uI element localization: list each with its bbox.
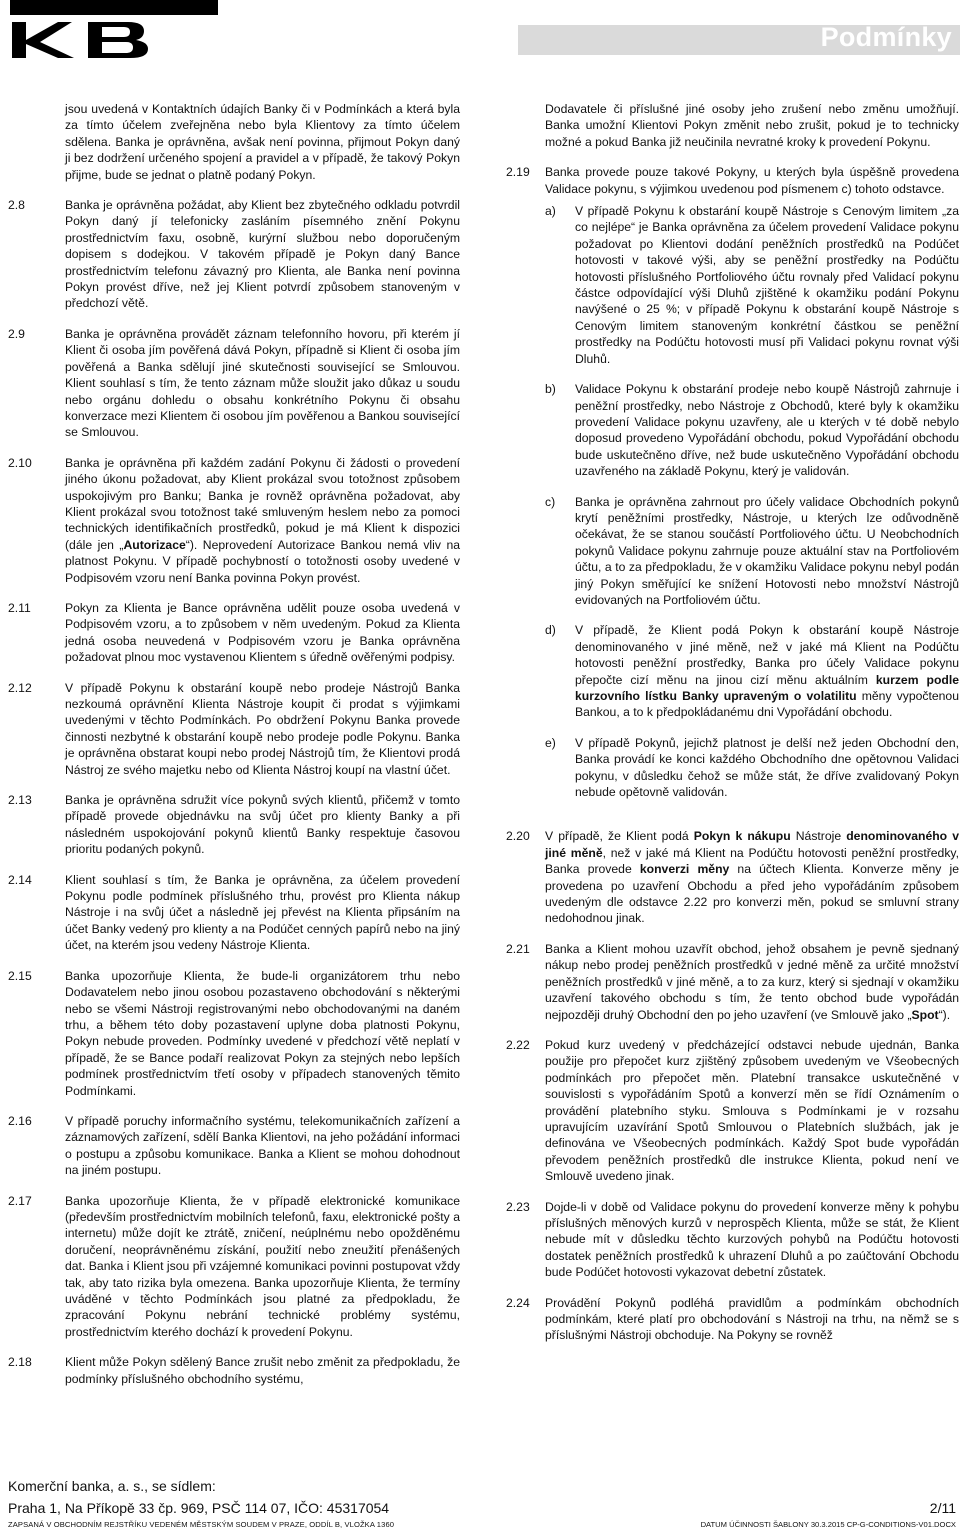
section-number: 2.12 xyxy=(8,680,32,695)
page-header xyxy=(0,0,960,86)
text-segment: Banka je oprávněna při každém zadání Pokynu či žádosti o provedení jiného úkonu požadovat, aby Klient prokázal svou totožnost způsobem uspokojivým pro Banku; Banka je rovněž oprávněna požadovat, aby Klient prokázal svou totožnost také smluveným heslem nebo za pomoci technických identifikačních prostředků, pokud je má Klient k dispozici (dále jen „ xyxy=(65,455,460,552)
section-text: Klient může Pokyn sdělený Bance zrušit nebo změnit za předpokladu, že podmínky příslušného obchodního systému, xyxy=(65,1355,460,1386)
sub-item-list xyxy=(545,203,959,800)
bold-term: denominovaného v jiné měně xyxy=(545,829,959,860)
bold-term: kurzem podle kurzovního lístku Banky upraveným o volatilitu xyxy=(575,672,959,703)
section-text: Banka upozorňuje Klienta, že v případě elektronické komunikace (především prostřednictvím mobilních telefonů, faxu, elektronické pošty a internetu) může dojít ke ztrátě, zničení, neúplnému nebo opožděnému doručení, neoprávněnému získání, použití nebo zneužití přenášených dat. Banka i Klient jsou při vzájemné komunikaci povinni postupovat vždy tak, aby tato rizika byla omezena. Banka upozorňuje Klienta, že termíny uváděné v těchto Podmínkách jsou platné za předpokladu, že zpracování Pokynu nebrání technické problémy systému, prostřednictvím kterého dochází k provedení Pokynu. xyxy=(65,1193,460,1339)
section-2-9 xyxy=(8,326,460,441)
section-number: 2.9 xyxy=(8,326,25,341)
text-segment: “). xyxy=(938,1007,951,1022)
section-2-23 xyxy=(506,1199,959,1281)
section-number: 2.21 xyxy=(506,941,530,956)
section-2-14 xyxy=(8,872,460,954)
section-number: 2.16 xyxy=(8,1113,32,1128)
section-text: V případě Pokynu k obstarání koupě nebo prodeje Nástrojů Banka nezkoumá oprávnění Klienta Nástroje koupit či prodat s výjimkami uvedenými v těchto Podmínkách. Po obdržení Pokynu Banka provede činnosti nezbytné k obstarání koupě nebo prodeje podle Pokynu. Banka je oprávněna obstarat koupi nebo prodej Nástrojů tím, že Klientovi prodá Nástroj ze svého majetku nebo od Klienta Nástroj koupí na vlastní účet. xyxy=(65,680,460,777)
bold-term: Pokyn k nákupu xyxy=(693,829,791,844)
section-number: 2.22 xyxy=(506,1037,530,1052)
section-text: Banka je oprávněna sdružit více pokynů svých klientů, přičemž v tomto případě provede objednávku na svůj účet pro klienty Banky a při následném uspokojování pokynů klientů Banky respektuje časovou prioritu podaných pokynů. xyxy=(65,793,460,857)
right-sections xyxy=(506,828,959,1343)
right-column xyxy=(506,101,959,1358)
section-2-18 xyxy=(8,1354,460,1387)
header-title: Podmínky xyxy=(820,22,952,52)
footer-address: Praha 1, Na Příkopě 33 čp. 969, PSČ 114 07, IČO: 45317054 xyxy=(8,1500,390,1516)
sub-item-text: Validace Pokynu k obstarání prodeje nebo koupě Nástrojů zahrnuje i peněžní prostředky, nebo Nástroje z Obchodů, které byly k okamžiku provedení Validace pokynu uzavřeny, ale u kterých v té době nebylo doposud provedeno Vypořádání obchodu, pokud Vypořádání obchodu bude uskutečněno dříve, než bude uskutečněno Vypořádání obchodu uzavřeného na základě Pokynu, který je validován. xyxy=(575,382,959,479)
kb-logo-mark xyxy=(10,0,230,76)
sub-item-letter: e) xyxy=(545,735,556,750)
section-2-19 xyxy=(506,164,959,814)
section-2-21 xyxy=(506,941,959,1023)
section-text xyxy=(545,828,959,926)
template-date: DATUM ÚČINNOSTI ŠABLONY 30.3.2015 CP-G-CONDITIONS-V01.DOCX xyxy=(700,1520,956,1529)
sub-item-letter: d) xyxy=(545,623,556,638)
section-text xyxy=(545,1295,959,1344)
section-number: 2.17 xyxy=(8,1193,32,1208)
section-text: Banka je oprávněna provádět záznam telefonního hovoru, při kterém jí Klient či osoba jím pověřená dává Pokyn, případně si Klient či osoba jím pověřená a Banka sdělují jiné skutečnosti související se Smlouvou. Klient souhlasí s tím, že tento záznam může sloužit jako důkaz u soudu nebo orgánu dohledu o obsahu konkrétního Pokynu či obsahu konverzace mezi Klientem či osobou jím pověřenou a Bankou související se Smlouvou. xyxy=(65,326,460,440)
text-segment: Pokud kurz uvedený v předcházející odstavci nebude ujednán, Banka použije pro přepočet kurz zjištěný způsobem uvedeným ve Všeobecných podmínkách pro přepočet měn. Platební transakce uskutečněné v souvislosti s vypořádáním Spotů a konverzí měn se řídí Oznámením o provádění platebního styku. Smlouva s Podmínkami je v rozsahu upravujícím uzavírání Spotů Smlouvou o Platebních službách, jak je definována ve Všeobecných podmínkách. Každý Spot bude vypořádán převodem peněžních prostředků dle instrukce Klienta, pokud není ve Smlouvě uvedeno jinak. xyxy=(545,1037,959,1184)
section-text: Pokyn za Klienta je Bance oprávněna udělit pouze osoba uvedená v Podpisovém vzoru, a to způsobem v něm uvedeným. Pokud za Klienta jedná osoba neuvedená v Podpisovém vzoru je Banka oprávněna požadovat plnou moc vystavenou Klientem s úředně ověřenými podpisy. xyxy=(65,600,460,665)
section-2-8 xyxy=(8,197,460,312)
section-number: 2.23 xyxy=(506,1199,530,1214)
text-segment: , než v jaké má Klient na Podúčtu hotovosti peněžní prostředky, Banka provede xyxy=(545,845,960,877)
bold-term: konverzi měny xyxy=(639,862,730,877)
section-body xyxy=(545,164,959,814)
section-text: Banka je oprávněna požádat, aby Klient bez zbytečného odkladu potvrdil Pokyn daný jí telefonicky zasláním písemného znění Pokynu prostřednictvím faxu, osobně, kurýrní službou nebo doporučeným dopisem s dodejkou. V takovém případě je Pokyn daný Bance prostřednictvím telefonu závazný pro Klienta, ale Banka není povinna Pokyn provést dříve, než jej Klient potvrdí způsobem stanoveným v předchozí větě. xyxy=(65,198,460,311)
section-number: 2.15 xyxy=(8,968,32,983)
section-2-13 xyxy=(8,792,460,858)
section-number: 2.18 xyxy=(8,1355,32,1370)
text-segment: Nástroje xyxy=(790,829,847,844)
bold-term: Autorizace xyxy=(123,537,186,552)
section-text: Klient souhlasí s tím, že Banka je oprávněna, za účelem provedení Pokynu podle podmínek příslušného trhu, provést pro Klienta nákup Nástroje i na svůj účet a následně jej převést na Klienta připsáním na účet Banky vedený pro klienty a na Podúčet cenných papírů nebo na jiný účet, na kterém jsou vedeny Nástroje Klienta. xyxy=(65,872,460,953)
page-number: 2/11 xyxy=(929,1500,956,1516)
right-intro: Dodavatele či příslušné jiné osoby jeho zrušení nebo změnu umožňují. Banka umožní Klientovi Pokyn změnit nebo zrušit, pokud je to technicky možné a pokud Banka již neučinila nevratné kroky k provedení Pokynu. xyxy=(545,102,959,149)
sub-item-letter: a) xyxy=(545,204,556,219)
section-2-12 xyxy=(8,680,460,778)
section-text xyxy=(65,455,460,586)
section-text: Banka upozorňuje Klienta, že bude-li organizátorem trhu nebo Dodavatelem nebo jinou osobou pozastaveno obchodování s některými nebo se všemi Nástroji registrovanými nebo obchodovanými na daném trhu, a během této doby pozastavení uplyne doba platnosti Pokynu, Pokyn nebude proveden. Podmínky uvedené v předchozí větě neplatí v případě, že se Bance podaří realizovat Pokyn za stejných nebo lepších podmínek prostřednictvím třetí osoby v případech stanovených těmito Podmínkami. xyxy=(65,968,460,1098)
left-column xyxy=(8,101,460,1401)
section-2-11 xyxy=(8,600,460,666)
sub-item-text: V případě Pokynů, jejichž platnost je delší než jeden Obchodní den, Banka provádí ke konci každého Obchodního dne opětovnou Validaci pokynu, v důsledku čehož se může stát, že dříve zvalidovaný Pokyn nebude opětovně validován. xyxy=(575,735,959,800)
sub-item-b xyxy=(545,381,959,479)
section-2-10 xyxy=(8,455,460,586)
section-number: 2.24 xyxy=(506,1295,530,1310)
section-2-15 xyxy=(8,968,460,1099)
section-number: 2.14 xyxy=(8,872,32,887)
section-2-17 xyxy=(8,1193,460,1341)
section-2-16 xyxy=(8,1113,460,1179)
text-segment: V případě, že Klient podá Pokyn k obstarání koupě Nástroje denominovaného v jiné měně, než v jaké má Klient na Podúčtu hotovosti peněžní prostředky, Banka pro účely Validace pokynu přepočte cizí měnu na jinou cizí měnu aktuálním xyxy=(575,623,959,687)
section-number: 2.10 xyxy=(8,455,32,470)
sub-item-text xyxy=(575,622,959,720)
section-number: 2.19 xyxy=(506,165,530,180)
footer-registry: ZAPSANÁ V OBCHODNÍM REJSTŘÍKU VEDENÉM MĚSTSKÝM SOUDEM V PRAZE, ODDÍL B, VLOŽKA 1360 xyxy=(8,1520,395,1529)
section-number: 2.13 xyxy=(8,793,32,808)
text-segment: Provádění Pokynů podléhá pravidlům a podmínkám obchodních podmínkám, které platí pro obchodování s Nástroji na trhu, na němž se s příslušnými Nástroji obchoduje. Na Pokyny se rovněž xyxy=(545,1295,959,1343)
text-segment: Dojde-li v době od Validace pokynu do provedení konverze měny k pohybu příslušných měnových kurzů v neprospěch Klienta, může se stát, že Klient nebude mít v důsledku těchto kurzových pohybů na Podúčtu hotovosti dostatek peněžních prostředků k uhrazení Dluhů a po zaúčtování Obchodu bude Podúčet hotovosti vykazovat debetní zůstatek. xyxy=(545,1199,959,1280)
sub-item-letter: b) xyxy=(545,382,556,397)
sub-item-d xyxy=(545,622,959,720)
section-2-22 xyxy=(506,1037,959,1185)
text-segment: na účtech Klienta. Konverze měny je provedena po uzavření Obchodu a před jeho vypořádáním způsobem uvedeným dle odstavce 2.22 pro konverzi měn, pokud se smluvní strany nedohodnou jinak. xyxy=(545,862,959,926)
section-text xyxy=(545,941,959,1023)
section-text: Banka provede pouze takové Pokyny, u kterých byla úspěšně provedena Validace pokynu, s výjimkou uvedenou pod písmenem c) tohoto odstavce. xyxy=(545,165,959,196)
section-2-24 xyxy=(506,1295,959,1344)
sub-item-a xyxy=(545,203,959,367)
section-text: V případě poruchy informačního systému, telekomunikačních zařízení a záznamových zařízení, sdělí Banka Klientovi, na jeho požádání informaci o postupu a způsobu komunikace. Banka a Klient se mohou dohodnout na jiném postupu. xyxy=(65,1113,460,1178)
sub-item-e xyxy=(545,735,959,801)
sub-item-text: Banka je oprávněna zahrnout pro účely validace Obchodních pokynů krytí peněžními prostředky, Nástroje, u kterých lze odůvodněně očekávat, že se stanou součástí Portfoliového účtu. U Neobchodních pokynů Validace pokynu zahrnuje pouze aktuální stav na Portfoliovém účtu, a to za předpokladu, že v okamžiku Validace pokynu nebyl podán jiný Pokyn směřující ke snížení Hotovosti nebo množství Nástrojů evidovaných na Portfoliovém účtu. xyxy=(575,494,959,607)
text-segment: “). Neprovedení Autorizace Bankou nemá vliv na platnost Pokynu. V případě pochybností o totožnosti osoby uvedené v Podpisovém vzoru není Banka povinna Pokyn provést. xyxy=(65,537,460,585)
text-segment: V případě, že Klient podá xyxy=(545,829,694,844)
kb-logo xyxy=(10,0,230,76)
left-intro: jsou uvedená v Kontaktních údajích Banky či v Podmínkách a která byla za tímto účelem zveřejněna nebo byla Klientovy za tímto účelem sdělena. Banka je oprávněna, avšak není povinna, přijmout Pokyn daný ji bez dodržení určeného spojení a pravidel a v případě, že takový Pokyn přijme, bude se jednat o platně podaný Pokyn. xyxy=(65,102,460,182)
section-text xyxy=(545,1037,959,1185)
sub-item-letter: c) xyxy=(545,494,556,509)
section-number: 2.20 xyxy=(506,829,530,844)
text-segment: Banka a Klient mohou uzavřít obchod, jehož obsahem je pevně sjednaný nákup nebo prodej peněžních prostředků v jedné měně za určité množství peněžních prostředků v jiné měně, a to za kurz, který si sjednají v okamžiku uzavření takového obchodu s tím, že tento obchod bude vypořádán nejpozději druhý Obchodní den po jeho uzavření (ve Smlouvě jako „ xyxy=(545,941,959,1022)
sub-item-c xyxy=(545,494,959,609)
bold-term: Spot xyxy=(911,1007,939,1022)
section-2-20 xyxy=(506,828,959,926)
section-number: 2.8 xyxy=(8,198,25,213)
text-segment: měny vypočtenou Bankou, a to k předpokládanému dni Vypořádání obchodu. xyxy=(575,689,959,720)
section-number: 2.11 xyxy=(8,600,31,615)
sub-item-text: V případě Pokynu k obstarání koupě Nástroje s Cenovým limitem „za co nejlépe“ je Banka oprávněna za účelem provedení Validace pokynu požadovat po Klientovi dodání peněžních prostředků na Podúčet hotovosti v takové výši, aby se peněžní prostředky na Podúčtu hotovosti příslušného Portfoliového účtu rovnaly před Validací pokynu částce odpovídající výši Dluhů zjištěné k okamžiku podání Pokynu navýšené o 25 %; v případě Pokynu k obstarání koupě Nástroje s Cenovým limitem stanoveným konkrétní částkou se peněžní prostředky na Podúčtu hotovosti musí při Validaci pokynu rovnat výši Dluhů. xyxy=(575,204,959,366)
section-text xyxy=(545,1199,959,1281)
footer-company: Komerční banka, a. s., se sídlem: xyxy=(8,1478,216,1494)
